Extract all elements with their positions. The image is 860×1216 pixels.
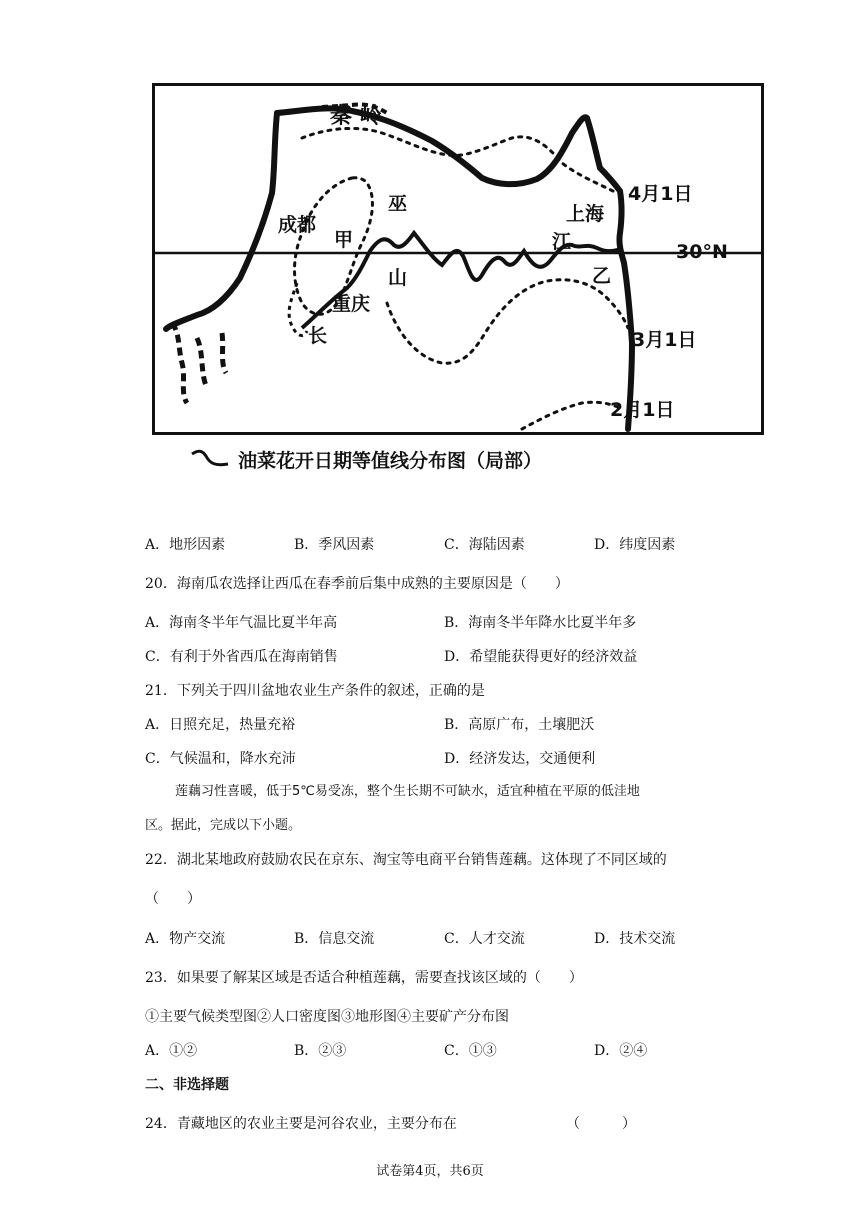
q23-items: ①主要气候类型图②人口密度图③地形图④主要矿产分布图 <box>145 1009 509 1025</box>
label-30n: 30°N <box>676 241 728 263</box>
label-shan: 山 <box>388 267 408 289</box>
q20-option-b[interactable]: B．海南冬半年降水比夏半年多 <box>444 615 637 631</box>
label-feb1: 2月1日 <box>610 399 675 421</box>
label-shanghai: 上海 <box>566 203 605 225</box>
label-apr1: 4月1日 <box>628 183 693 205</box>
label-jiang: 江 <box>552 231 572 253</box>
passage-line-1: 莲藕习性喜暖，低于5℃易受冻，整个生长期不可缺水，适宜种植在平原的低洼地 <box>175 784 640 799</box>
q20-option-c[interactable]: C．有利于外省西瓜在海南销售 <box>145 649 338 665</box>
q24-answer-paren: （ ） <box>566 1116 636 1132</box>
boundary-west <box>166 113 277 329</box>
q23-option-d[interactable]: D．②④ <box>594 1043 648 1059</box>
label-yi: 乙 <box>592 265 612 287</box>
q23-option-c[interactable]: C．①③ <box>444 1043 497 1059</box>
q22-stem-cont: （ ） <box>145 891 201 907</box>
q23-stem: 23．如果要了解某区域是否适合种植莲藕，需要查找该区域的（ ） <box>145 970 583 986</box>
page-footer: 试卷第4页，共6页 <box>376 1164 484 1179</box>
label-mar1: 3月1日 <box>632 329 697 351</box>
q20-option-d[interactable]: D．希望能获得更好的经济效益 <box>444 649 638 665</box>
q21-option-d[interactable]: D．经济发达，交通便利 <box>444 751 596 767</box>
q22-option-c[interactable]: C．人才交流 <box>444 931 525 947</box>
label-chongqing: 重庆 <box>332 293 371 315</box>
q22-option-d[interactable]: D．技术交流 <box>594 931 676 947</box>
q21-option-a[interactable]: A．日照充足，热量充裕 <box>145 717 296 733</box>
q23-option-a[interactable]: A．①② <box>145 1043 198 1059</box>
west-mountain <box>172 323 226 403</box>
q19-option-b[interactable]: B．季风因素 <box>294 537 375 553</box>
map-drawing <box>152 83 764 435</box>
boundary-line <box>277 108 632 429</box>
q22-option-b[interactable]: B．信息交流 <box>294 931 375 947</box>
rapeseed-flowering-map <box>152 83 764 435</box>
q20-stem: 20．海南瓜农选择让西瓜在春季前后集中成熟的主要原因是（ ） <box>145 576 569 592</box>
isoline-feb1 <box>522 402 622 429</box>
section-heading: 二、非选择题 <box>145 1077 229 1093</box>
q19-option-a[interactable]: A．地形因素 <box>145 537 226 553</box>
passage-line-2: 区。据此，完成以下小题。 <box>145 818 302 833</box>
label-wu: 巫 <box>388 193 408 215</box>
caption-text: 油菜花开日期等值线分布图（局部） <box>238 449 543 472</box>
label-chang: 长 <box>308 325 328 347</box>
q22-stem: 22．湖北某地政府鼓励农民在京东、淘宝等电商平台销售莲藕。这体现了不同区域的 <box>145 852 667 868</box>
q23-option-b[interactable]: B．②③ <box>294 1043 347 1059</box>
q20-option-a[interactable]: A．海南冬半年气温比夏半年高 <box>145 615 338 631</box>
label-qinling: 秦 岭 <box>330 104 382 129</box>
q22-option-a[interactable]: A．物产交流 <box>145 931 226 947</box>
q24-stem: 24．青藏地区的农业主要是河谷农业，主要分布在 <box>145 1116 457 1132</box>
label-jia: 甲 <box>334 229 354 251</box>
label-chengdu: 成都 <box>278 214 317 236</box>
q21-option-c[interactable]: C．气候温和，降水充沛 <box>145 751 296 767</box>
q19-option-d[interactable]: D．纬度因素 <box>594 537 676 553</box>
map-caption <box>190 444 542 474</box>
isoline-legend-icon <box>190 448 230 470</box>
isoline-mar1 <box>387 280 628 363</box>
q19-option-c[interactable]: C．海陆因素 <box>444 537 525 553</box>
q21-option-b[interactable]: B．高原广布，土壤肥沃 <box>444 717 595 733</box>
q21-stem: 21．下列关于四川盆地农业生产条件的叙述，正确的是 <box>145 683 485 699</box>
